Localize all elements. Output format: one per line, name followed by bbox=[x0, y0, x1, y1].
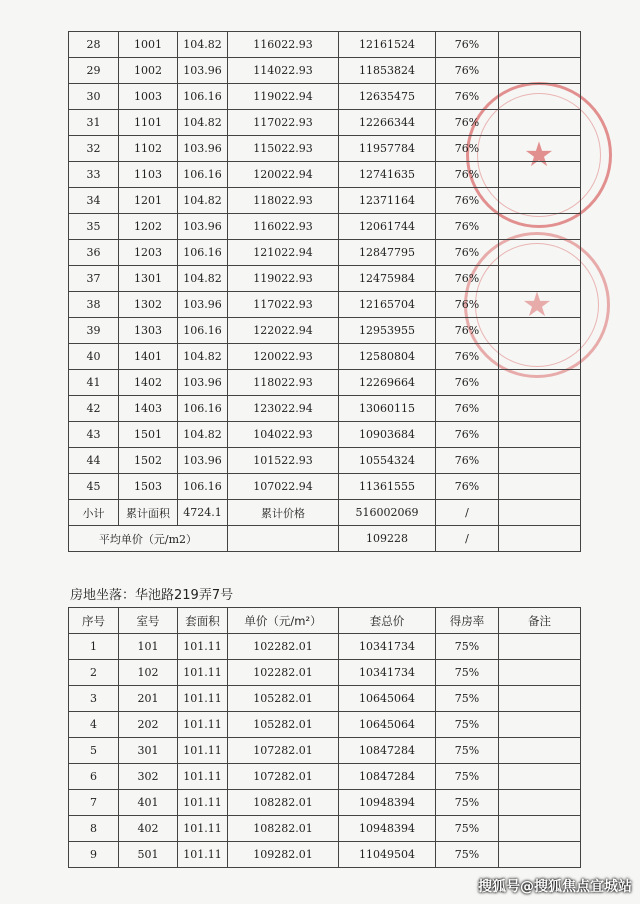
room-cell: 1102 bbox=[119, 136, 178, 162]
area-total-value: 4724.1 bbox=[178, 500, 228, 526]
table-row bbox=[69, 422, 581, 448]
note-cell bbox=[499, 686, 581, 712]
price-table-1 bbox=[68, 31, 581, 552]
unit-price-cell: 122022.94 bbox=[228, 318, 339, 344]
area-cell: 104.82 bbox=[178, 32, 228, 58]
unit-price-cell: 115022.93 bbox=[228, 136, 339, 162]
unit-price-cell: 119022.93 bbox=[228, 266, 339, 292]
room-cell: 301 bbox=[119, 738, 178, 764]
rate-cell: 76% bbox=[436, 474, 499, 500]
unit-price-cell: 116022.93 bbox=[228, 214, 339, 240]
area-cell: 101.11 bbox=[178, 764, 228, 790]
unit-price-cell: 120022.94 bbox=[228, 162, 339, 188]
table-row bbox=[69, 448, 581, 474]
table-row bbox=[69, 32, 581, 58]
index-cell: 35 bbox=[69, 214, 119, 240]
room-cell: 1101 bbox=[119, 110, 178, 136]
area-cell: 104.82 bbox=[178, 344, 228, 370]
total-price-cell: 10948394 bbox=[339, 790, 436, 816]
rate-cell: 76% bbox=[436, 162, 499, 188]
header-cell: 单价（元/m²） bbox=[228, 608, 339, 634]
table-row bbox=[69, 214, 581, 240]
room-cell: 1302 bbox=[119, 292, 178, 318]
note-cell bbox=[499, 842, 581, 868]
table-row bbox=[69, 344, 581, 370]
note-cell bbox=[499, 318, 581, 344]
area-cell: 106.16 bbox=[178, 318, 228, 344]
rate-cell: 75% bbox=[436, 764, 499, 790]
table-row bbox=[69, 764, 581, 790]
index-cell: 37 bbox=[69, 266, 119, 292]
area-cell: 106.16 bbox=[178, 474, 228, 500]
room-cell: 1002 bbox=[119, 58, 178, 84]
total-price-cell: 12371164 bbox=[339, 188, 436, 214]
index-cell: 9 bbox=[69, 842, 119, 868]
index-cell: 8 bbox=[69, 816, 119, 842]
note-cell bbox=[499, 816, 581, 842]
note-cell bbox=[499, 660, 581, 686]
note-cell bbox=[499, 422, 581, 448]
table-row bbox=[69, 396, 581, 422]
rate-cell: 75% bbox=[436, 686, 499, 712]
unit-price-cell: 118022.93 bbox=[228, 370, 339, 396]
unit-price-cell: 117022.93 bbox=[228, 292, 339, 318]
room-cell: 402 bbox=[119, 816, 178, 842]
average-note bbox=[499, 526, 581, 552]
note-cell bbox=[499, 188, 581, 214]
unit-price-cell: 109282.01 bbox=[228, 842, 339, 868]
table-row bbox=[69, 790, 581, 816]
index-cell: 29 bbox=[69, 58, 119, 84]
index-cell: 41 bbox=[69, 370, 119, 396]
unit-price-cell: 104022.93 bbox=[228, 422, 339, 448]
total-price-cell: 11361555 bbox=[339, 474, 436, 500]
price-table-2 bbox=[68, 607, 581, 868]
table-row bbox=[69, 686, 581, 712]
area-cell: 106.16 bbox=[178, 84, 228, 110]
index-cell: 5 bbox=[69, 738, 119, 764]
unit-price-cell: 101522.93 bbox=[228, 448, 339, 474]
area-cell: 103.96 bbox=[178, 214, 228, 240]
table-row bbox=[69, 318, 581, 344]
area-cell: 103.96 bbox=[178, 136, 228, 162]
total-price-cell: 10341734 bbox=[339, 660, 436, 686]
note-cell bbox=[499, 738, 581, 764]
note-cell bbox=[499, 448, 581, 474]
area-cell: 101.11 bbox=[178, 634, 228, 660]
header-cell: 备注 bbox=[499, 608, 581, 634]
unit-price-cell: 118022.93 bbox=[228, 188, 339, 214]
average-empty bbox=[228, 526, 339, 552]
room-cell: 1202 bbox=[119, 214, 178, 240]
room-cell: 1003 bbox=[119, 84, 178, 110]
total-price-cell: 11853824 bbox=[339, 58, 436, 84]
index-cell: 2 bbox=[69, 660, 119, 686]
index-cell: 39 bbox=[69, 318, 119, 344]
area-cell: 104.82 bbox=[178, 188, 228, 214]
watermark: 搜狐号@搜狐焦点宜城站 bbox=[478, 879, 632, 895]
note-cell bbox=[499, 32, 581, 58]
average-label: 平均单价（元/m2） bbox=[69, 526, 228, 552]
note-cell bbox=[499, 634, 581, 660]
table-row bbox=[69, 634, 581, 660]
rate-cell: 75% bbox=[436, 712, 499, 738]
room-cell: 401 bbox=[119, 790, 178, 816]
room-cell: 202 bbox=[119, 712, 178, 738]
table-row bbox=[69, 292, 581, 318]
room-cell: 1403 bbox=[119, 396, 178, 422]
total-price-cell: 12266344 bbox=[339, 110, 436, 136]
index-cell: 1 bbox=[69, 634, 119, 660]
note-cell bbox=[499, 162, 581, 188]
unit-price-cell: 123022.94 bbox=[228, 396, 339, 422]
room-cell: 1502 bbox=[119, 448, 178, 474]
total-price-cell: 12635475 bbox=[339, 84, 436, 110]
table-row bbox=[69, 660, 581, 686]
note-cell bbox=[499, 370, 581, 396]
room-cell: 501 bbox=[119, 842, 178, 868]
note-cell bbox=[499, 136, 581, 162]
unit-price-cell: 114022.93 bbox=[228, 58, 339, 84]
price-total-label: 累计价格 bbox=[228, 500, 339, 526]
total-price-cell: 10341734 bbox=[339, 634, 436, 660]
note-cell bbox=[499, 266, 581, 292]
table-header bbox=[69, 608, 581, 634]
total-price-cell: 10847284 bbox=[339, 764, 436, 790]
table-row bbox=[69, 84, 581, 110]
area-cell: 101.11 bbox=[178, 712, 228, 738]
total-price-cell: 12475984 bbox=[339, 266, 436, 292]
area-total-label: 累计面积 bbox=[119, 500, 178, 526]
index-cell: 6 bbox=[69, 764, 119, 790]
rate-cell: 76% bbox=[436, 188, 499, 214]
table-row bbox=[69, 738, 581, 764]
rate-cell: 76% bbox=[436, 84, 499, 110]
unit-price-cell: 107282.01 bbox=[228, 738, 339, 764]
table-row bbox=[69, 188, 581, 214]
note-cell bbox=[499, 344, 581, 370]
unit-price-cell: 102282.01 bbox=[228, 660, 339, 686]
room-cell: 302 bbox=[119, 764, 178, 790]
rate-cell: 76% bbox=[436, 58, 499, 84]
area-cell: 106.16 bbox=[178, 162, 228, 188]
table-row bbox=[69, 712, 581, 738]
area-cell: 103.96 bbox=[178, 292, 228, 318]
rate-cell: 76% bbox=[436, 32, 499, 58]
room-cell: 1402 bbox=[119, 370, 178, 396]
price-total-value: 516002069 bbox=[339, 500, 436, 526]
room-cell: 1301 bbox=[119, 266, 178, 292]
subtotal-row bbox=[69, 500, 581, 526]
index-cell: 7 bbox=[69, 790, 119, 816]
unit-price-cell: 107282.01 bbox=[228, 764, 339, 790]
room-cell: 102 bbox=[119, 660, 178, 686]
note-cell bbox=[499, 84, 581, 110]
total-price-cell: 12161524 bbox=[339, 32, 436, 58]
table-row bbox=[69, 474, 581, 500]
total-price-cell: 11049504 bbox=[339, 842, 436, 868]
rate-cell: 75% bbox=[436, 738, 499, 764]
rate-cell: 75% bbox=[436, 660, 499, 686]
area-cell: 101.11 bbox=[178, 842, 228, 868]
total-price-cell: 10645064 bbox=[339, 686, 436, 712]
index-cell: 3 bbox=[69, 686, 119, 712]
unit-price-cell: 116022.93 bbox=[228, 32, 339, 58]
total-price-cell: 10847284 bbox=[339, 738, 436, 764]
index-cell: 40 bbox=[69, 344, 119, 370]
total-price-cell: 10554324 bbox=[339, 448, 436, 474]
table-row bbox=[69, 110, 581, 136]
room-cell: 1103 bbox=[119, 162, 178, 188]
note-cell bbox=[499, 110, 581, 136]
index-cell: 42 bbox=[69, 396, 119, 422]
area-cell: 103.96 bbox=[178, 448, 228, 474]
area-cell: 106.16 bbox=[178, 240, 228, 266]
rate-cell: 75% bbox=[436, 790, 499, 816]
area-cell: 103.96 bbox=[178, 370, 228, 396]
rate-cell: 75% bbox=[436, 816, 499, 842]
rate-cell: 76% bbox=[436, 266, 499, 292]
total-price-cell: 12741635 bbox=[339, 162, 436, 188]
table-row bbox=[69, 266, 581, 292]
total-price-cell: 13060115 bbox=[339, 396, 436, 422]
note-cell bbox=[499, 712, 581, 738]
index-cell: 28 bbox=[69, 32, 119, 58]
note-cell bbox=[499, 240, 581, 266]
index-cell: 4 bbox=[69, 712, 119, 738]
unit-price-cell: 120022.93 bbox=[228, 344, 339, 370]
total-price-cell: 12953955 bbox=[339, 318, 436, 344]
property-location: 房地坐落：华池路219弄7号 bbox=[70, 588, 234, 603]
area-cell: 103.96 bbox=[178, 58, 228, 84]
total-price-cell: 12061744 bbox=[339, 214, 436, 240]
header-cell: 套总价 bbox=[339, 608, 436, 634]
rate-cell: 76% bbox=[436, 110, 499, 136]
header-cell: 套面积 bbox=[178, 608, 228, 634]
table-row bbox=[69, 842, 581, 868]
subtotal-rate: / bbox=[436, 500, 499, 526]
unit-price-cell: 119022.94 bbox=[228, 84, 339, 110]
rate-cell: 76% bbox=[436, 370, 499, 396]
rate-cell: 76% bbox=[436, 396, 499, 422]
rate-cell: 76% bbox=[436, 240, 499, 266]
unit-price-cell: 107022.94 bbox=[228, 474, 339, 500]
subtotal-note bbox=[499, 500, 581, 526]
note-cell bbox=[499, 396, 581, 422]
index-cell: 33 bbox=[69, 162, 119, 188]
unit-price-cell: 117022.93 bbox=[228, 110, 339, 136]
index-cell: 44 bbox=[69, 448, 119, 474]
unit-price-cell: 108282.01 bbox=[228, 816, 339, 842]
unit-price-cell: 108282.01 bbox=[228, 790, 339, 816]
area-cell: 101.11 bbox=[178, 686, 228, 712]
room-cell: 1501 bbox=[119, 422, 178, 448]
note-cell bbox=[499, 764, 581, 790]
note-cell bbox=[499, 292, 581, 318]
table-row bbox=[69, 816, 581, 842]
rate-cell: 75% bbox=[436, 842, 499, 868]
total-price-cell: 11957784 bbox=[339, 136, 436, 162]
total-price-cell: 10645064 bbox=[339, 712, 436, 738]
unit-price-cell: 105282.01 bbox=[228, 712, 339, 738]
star-icon: ★ bbox=[523, 135, 555, 175]
area-cell: 104.82 bbox=[178, 422, 228, 448]
total-price-cell: 10903684 bbox=[339, 422, 436, 448]
header-cell: 得房率 bbox=[436, 608, 499, 634]
star-icon: ★ bbox=[521, 285, 553, 325]
total-price-cell: 10948394 bbox=[339, 816, 436, 842]
room-cell: 1503 bbox=[119, 474, 178, 500]
index-cell: 45 bbox=[69, 474, 119, 500]
average-value: 109228 bbox=[339, 526, 436, 552]
room-cell: 1001 bbox=[119, 32, 178, 58]
room-cell: 1203 bbox=[119, 240, 178, 266]
rate-cell: 76% bbox=[436, 344, 499, 370]
index-cell: 31 bbox=[69, 110, 119, 136]
room-cell: 1401 bbox=[119, 344, 178, 370]
room-cell: 1303 bbox=[119, 318, 178, 344]
area-cell: 104.82 bbox=[178, 266, 228, 292]
index-cell: 38 bbox=[69, 292, 119, 318]
table-row bbox=[69, 58, 581, 84]
unit-price-cell: 105282.01 bbox=[228, 686, 339, 712]
table-row bbox=[69, 162, 581, 188]
area-cell: 104.82 bbox=[178, 110, 228, 136]
rate-cell: 75% bbox=[436, 634, 499, 660]
note-cell bbox=[499, 214, 581, 240]
note-cell bbox=[499, 58, 581, 84]
unit-price-cell: 102282.01 bbox=[228, 634, 339, 660]
index-cell: 32 bbox=[69, 136, 119, 162]
table-row bbox=[69, 240, 581, 266]
rate-cell: 76% bbox=[436, 214, 499, 240]
total-price-cell: 12847795 bbox=[339, 240, 436, 266]
index-cell: 34 bbox=[69, 188, 119, 214]
total-price-cell: 12580804 bbox=[339, 344, 436, 370]
header-cell: 室号 bbox=[119, 608, 178, 634]
note-cell bbox=[499, 474, 581, 500]
rate-cell: 76% bbox=[436, 136, 499, 162]
total-price-cell: 12165704 bbox=[339, 292, 436, 318]
index-cell: 43 bbox=[69, 422, 119, 448]
rate-cell: 76% bbox=[436, 422, 499, 448]
header-cell: 序号 bbox=[69, 608, 119, 634]
area-cell: 101.11 bbox=[178, 660, 228, 686]
subtotal-label: 小计 bbox=[69, 500, 119, 526]
rate-cell: 76% bbox=[436, 448, 499, 474]
room-cell: 1201 bbox=[119, 188, 178, 214]
index-cell: 30 bbox=[69, 84, 119, 110]
total-price-cell: 12269664 bbox=[339, 370, 436, 396]
rate-cell: 76% bbox=[436, 318, 499, 344]
table-row bbox=[69, 136, 581, 162]
average-row bbox=[69, 526, 581, 552]
area-cell: 101.11 bbox=[178, 790, 228, 816]
unit-price-cell: 121022.94 bbox=[228, 240, 339, 266]
room-cell: 201 bbox=[119, 686, 178, 712]
note-cell bbox=[499, 790, 581, 816]
area-cell: 101.11 bbox=[178, 816, 228, 842]
index-cell: 36 bbox=[69, 240, 119, 266]
area-cell: 101.11 bbox=[178, 738, 228, 764]
rate-cell: 76% bbox=[436, 292, 499, 318]
table-row bbox=[69, 370, 581, 396]
room-cell: 101 bbox=[119, 634, 178, 660]
area-cell: 106.16 bbox=[178, 396, 228, 422]
average-rate: / bbox=[436, 526, 499, 552]
